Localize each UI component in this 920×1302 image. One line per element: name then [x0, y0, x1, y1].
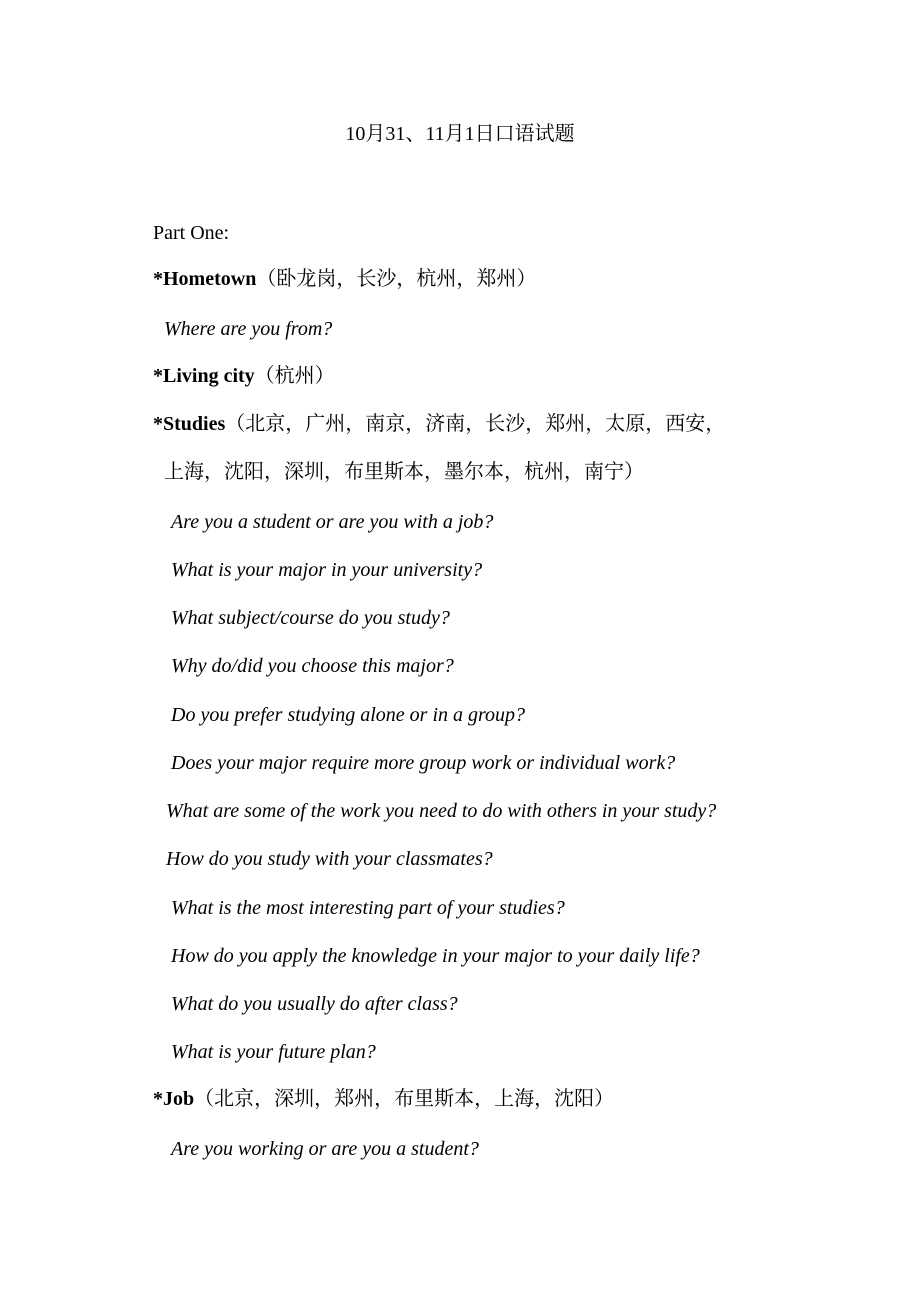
question-item: What are some of the work you need to do with others in your study?	[166, 800, 717, 822]
section-title-job: *Job	[153, 1088, 195, 1110]
section-places-studies-line2: 上海，沈阳，深圳，布里斯本，墨尔本，杭州，南宁）	[164, 461, 644, 483]
section-heading-studies	[153, 412, 725, 436]
question-item: What is the most interesting part of your studies?	[171, 897, 565, 919]
question-item: Does your major require more group work or individual work?	[171, 752, 676, 774]
question-item: What subject/course do you study?	[171, 607, 450, 629]
section-places-living-city: （杭州）	[254, 365, 335, 387]
question-item: What do you usually do after class?	[171, 993, 458, 1015]
section-places-job: （北京，深圳，郑州，布里斯本，上海，沈阳）	[194, 1088, 615, 1110]
section-heading-living-city	[153, 364, 335, 388]
section-places-hometown: （卧龙岗，长沙，杭州，郑州）	[256, 268, 537, 290]
question-item: What is your major in your university?	[171, 559, 483, 581]
page-title: 10月31、11月1日口语试题	[345, 123, 575, 145]
section-heading-hometown	[153, 267, 536, 291]
part-label: Part One:	[153, 222, 230, 244]
section-places-studies-line1: （北京，广州，南京，济南，长沙，郑州，太原，西安，	[225, 413, 726, 435]
question-item: Are you working or are you a student?	[171, 1138, 479, 1160]
section-title-studies: *Studies	[153, 413, 226, 435]
question-item: Why do/did you choose this major?	[171, 655, 454, 677]
section-title-hometown: *Hometown	[153, 268, 257, 290]
question-item: What is your future plan?	[171, 1041, 376, 1063]
question-item: How do you apply the knowledge in your major to your daily life?	[171, 945, 700, 967]
section-heading-job	[153, 1087, 614, 1111]
question-item: Where are you from?	[164, 318, 333, 340]
question-item: Do you prefer studying alone or in a group?	[171, 704, 526, 726]
question-item: How do you study with your classmates?	[166, 848, 493, 870]
section-title-living-city: *Living city	[153, 365, 255, 387]
question-item: Are you a student or are you with a job?	[171, 511, 494, 533]
